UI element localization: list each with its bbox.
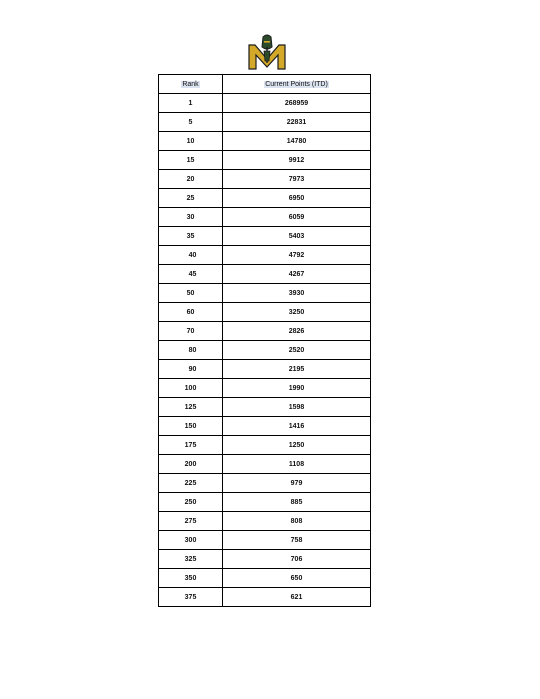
table-row bbox=[159, 398, 371, 417]
rank-cell: 1 bbox=[159, 94, 223, 113]
rank-header: Rank bbox=[159, 75, 223, 94]
rank-cell: 325 bbox=[159, 550, 223, 569]
rank-cell: 175 bbox=[159, 436, 223, 455]
points-cell: 1108 bbox=[223, 455, 371, 474]
table-row bbox=[159, 303, 371, 322]
points-cell: 4267 bbox=[223, 265, 371, 284]
knight-m-logo-icon bbox=[247, 33, 287, 73]
points-cell: 6059 bbox=[223, 208, 371, 227]
rank-cell: 20 bbox=[159, 170, 223, 189]
points-table-container bbox=[158, 74, 370, 607]
table-row bbox=[159, 531, 371, 550]
table-row bbox=[159, 132, 371, 151]
points-cell: 14780 bbox=[223, 132, 371, 151]
table-row bbox=[159, 227, 371, 246]
rank-cell: 350 bbox=[159, 569, 223, 588]
rank-cell: 50 bbox=[159, 284, 223, 303]
points-cell: 1598 bbox=[223, 398, 371, 417]
points-table bbox=[158, 74, 371, 607]
rank-cell: 10 bbox=[159, 132, 223, 151]
rank-cell: 150 bbox=[159, 417, 223, 436]
rank-cell: 70 bbox=[159, 322, 223, 341]
points-cell: 9912 bbox=[223, 151, 371, 170]
table-row bbox=[159, 360, 371, 379]
table-row bbox=[159, 246, 371, 265]
rank-cell: 5 bbox=[159, 113, 223, 132]
points-cell: 1990 bbox=[223, 379, 371, 398]
rank-cell: 80 bbox=[159, 341, 223, 360]
points-cell: 2195 bbox=[223, 360, 371, 379]
rank-cell: 225 bbox=[159, 474, 223, 493]
table-row bbox=[159, 265, 371, 284]
rank-cell: 275 bbox=[159, 512, 223, 531]
rank-cell: 250 bbox=[159, 493, 223, 512]
table-row bbox=[159, 550, 371, 569]
rank-cell: 25 bbox=[159, 189, 223, 208]
rank-cell: 30 bbox=[159, 208, 223, 227]
points-cell: 1250 bbox=[223, 436, 371, 455]
table-row bbox=[159, 474, 371, 493]
table-row bbox=[159, 512, 371, 531]
points-cell: 758 bbox=[223, 531, 371, 550]
table-row bbox=[159, 417, 371, 436]
table-row bbox=[159, 588, 371, 607]
points-cell: 885 bbox=[223, 493, 371, 512]
table-row bbox=[159, 569, 371, 588]
points-cell: 6950 bbox=[223, 189, 371, 208]
points-cell: 650 bbox=[223, 569, 371, 588]
table-row bbox=[159, 322, 371, 341]
rank-cell: 90 bbox=[159, 360, 223, 379]
points-cell: 979 bbox=[223, 474, 371, 493]
points-cell: 3930 bbox=[223, 284, 371, 303]
table-row bbox=[159, 208, 371, 227]
points-cell: 5403 bbox=[223, 227, 371, 246]
rank-cell: 35 bbox=[159, 227, 223, 246]
points-header: Current Points (ITD) bbox=[223, 75, 371, 94]
points-cell: 22831 bbox=[223, 113, 371, 132]
table-body bbox=[159, 94, 371, 607]
rank-cell: 45 bbox=[159, 265, 223, 284]
rank-cell: 125 bbox=[159, 398, 223, 417]
table-row bbox=[159, 493, 371, 512]
table-row bbox=[159, 455, 371, 474]
table-row bbox=[159, 436, 371, 455]
rank-cell: 15 bbox=[159, 151, 223, 170]
table-row bbox=[159, 151, 371, 170]
points-cell: 3250 bbox=[223, 303, 371, 322]
rank-cell: 375 bbox=[159, 588, 223, 607]
rank-cell: 300 bbox=[159, 531, 223, 550]
table-row bbox=[159, 189, 371, 208]
table-row bbox=[159, 379, 371, 398]
points-cell: 4792 bbox=[223, 246, 371, 265]
rank-cell: 100 bbox=[159, 379, 223, 398]
table-row bbox=[159, 94, 371, 113]
rank-cell: 60 bbox=[159, 303, 223, 322]
points-cell: 268959 bbox=[223, 94, 371, 113]
rank-cell: 200 bbox=[159, 455, 223, 474]
table-row bbox=[159, 284, 371, 303]
points-cell: 808 bbox=[223, 512, 371, 531]
points-cell: 1416 bbox=[223, 417, 371, 436]
table-row bbox=[159, 113, 371, 132]
points-cell: 2520 bbox=[223, 341, 371, 360]
points-cell: 621 bbox=[223, 588, 371, 607]
points-cell: 7973 bbox=[223, 170, 371, 189]
table-row bbox=[159, 170, 371, 189]
rank-cell: 40 bbox=[159, 246, 223, 265]
points-cell: 706 bbox=[223, 550, 371, 569]
points-cell: 2826 bbox=[223, 322, 371, 341]
table-header-row bbox=[159, 75, 371, 94]
table-row bbox=[159, 341, 371, 360]
